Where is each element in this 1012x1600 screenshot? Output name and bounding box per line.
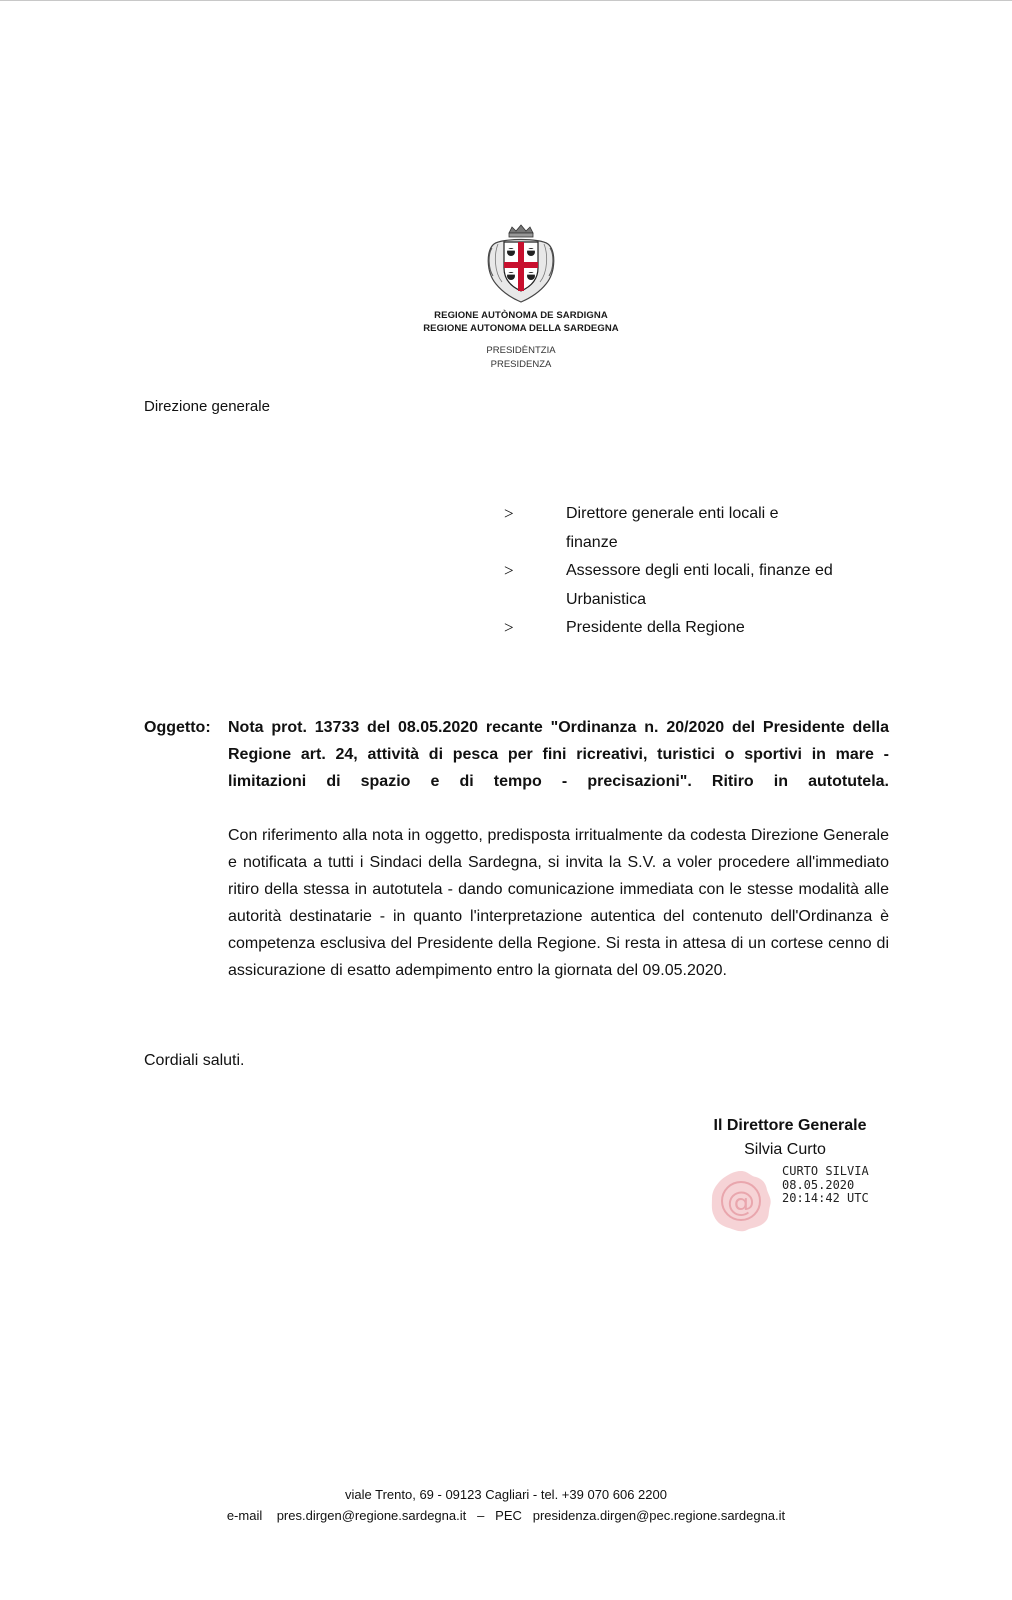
recipient-line: Direttore generale enti locali e [566,505,779,522]
office-name-sardinian: PRESIDÈNTZIA [486,345,556,356]
svg-text:@: @ [727,1185,755,1218]
recipient-line: Assessore degli enti locali, finanze ed [566,562,833,579]
recipient-line: Urbanistica [566,590,647,608]
pec-link[interactable]: presidenza.dirgen@pec.regione.sardegna.it [532,1508,786,1523]
digital-signature-time: 20:14:42 UTC [782,1191,869,1205]
department-label: Direzione generale [144,398,270,415]
email-link[interactable]: pres.dirgen@regione.sardegna.it [276,1508,467,1523]
footer [0,1484,1012,1526]
office-name-italian: PRESIDENZA [490,359,552,370]
letterhead [400,224,642,372]
footer-contacts [0,1505,1012,1526]
digital-seal-icon [708,1168,774,1234]
signatory-title: Il Direttore Generale [713,1117,867,1134]
letter-body: Con riferimento alla nota in oggetto, predisposta irritualmente da codesta Direzione Generale e notificata a tutti i Sindaci della Sardegna, si invita la S.V. a voler procedere all'immediato ritiro della stessa in autotutela - dando comunicazione immediata con le stesse modalità alle autorità destinatarie - in quanto l'interpretazione autentica del contenuto dell'Ordinanza è competenza esclusiva del Presidente della Regione. Si resta in attesa di un cortese cenno di assicurazione di esatto adempimento entro la giornata del 09.05.2020. [228,827,889,979]
footer-address: viale Trento, 69 - 09123 Cagliari - tel. +39 070 606 2200 [345,1487,667,1502]
arrow-icon: > [504,561,514,580]
recipient-item [504,500,884,557]
subject-block [144,714,889,795]
recipient-line: Presidente della Regione [566,619,745,636]
pec-label: PEC [495,1508,522,1523]
subject-label: Oggetto: [144,719,211,736]
digital-signature-date: 08.05.2020 [782,1177,855,1192]
digital-signature-info [782,1165,869,1206]
recipient-line: finanze [566,533,618,551]
org-name-sardinian: REGIONE AUTÒNOMA DE SARDIGNA [434,310,608,321]
arrow-icon: > [504,618,514,637]
recipients-list [504,500,884,643]
arrow-icon: > [504,504,514,523]
top-border [0,0,1012,1]
footer-separator: – [477,1508,485,1523]
org-name-italian: REGIONE AUTONOMA DELLA SARDEGNA [423,323,619,334]
email-label: e-mail [226,1508,263,1523]
signature-block [690,1114,890,1162]
recipient-item [504,557,884,614]
closing-greeting: Cordiali saluti. [144,1052,245,1069]
subject-text: Nota prot. 13733 del 08.05.2020 recante "Ordinanza n. 20/2020 del Presidente della Regione art. 24, attività di pesca per fini ricreativi, turistici o sportivi in mare - limitazioni di spazio e di tempo - precisazioni". Ritiro in autotutela. [228,719,889,790]
coat-of-arms-icon [484,224,558,304]
signatory-name: Silvia Curto [744,1141,826,1158]
recipient-item [504,614,884,643]
digital-signature-signer: CURTO SILVIA [782,1164,869,1178]
